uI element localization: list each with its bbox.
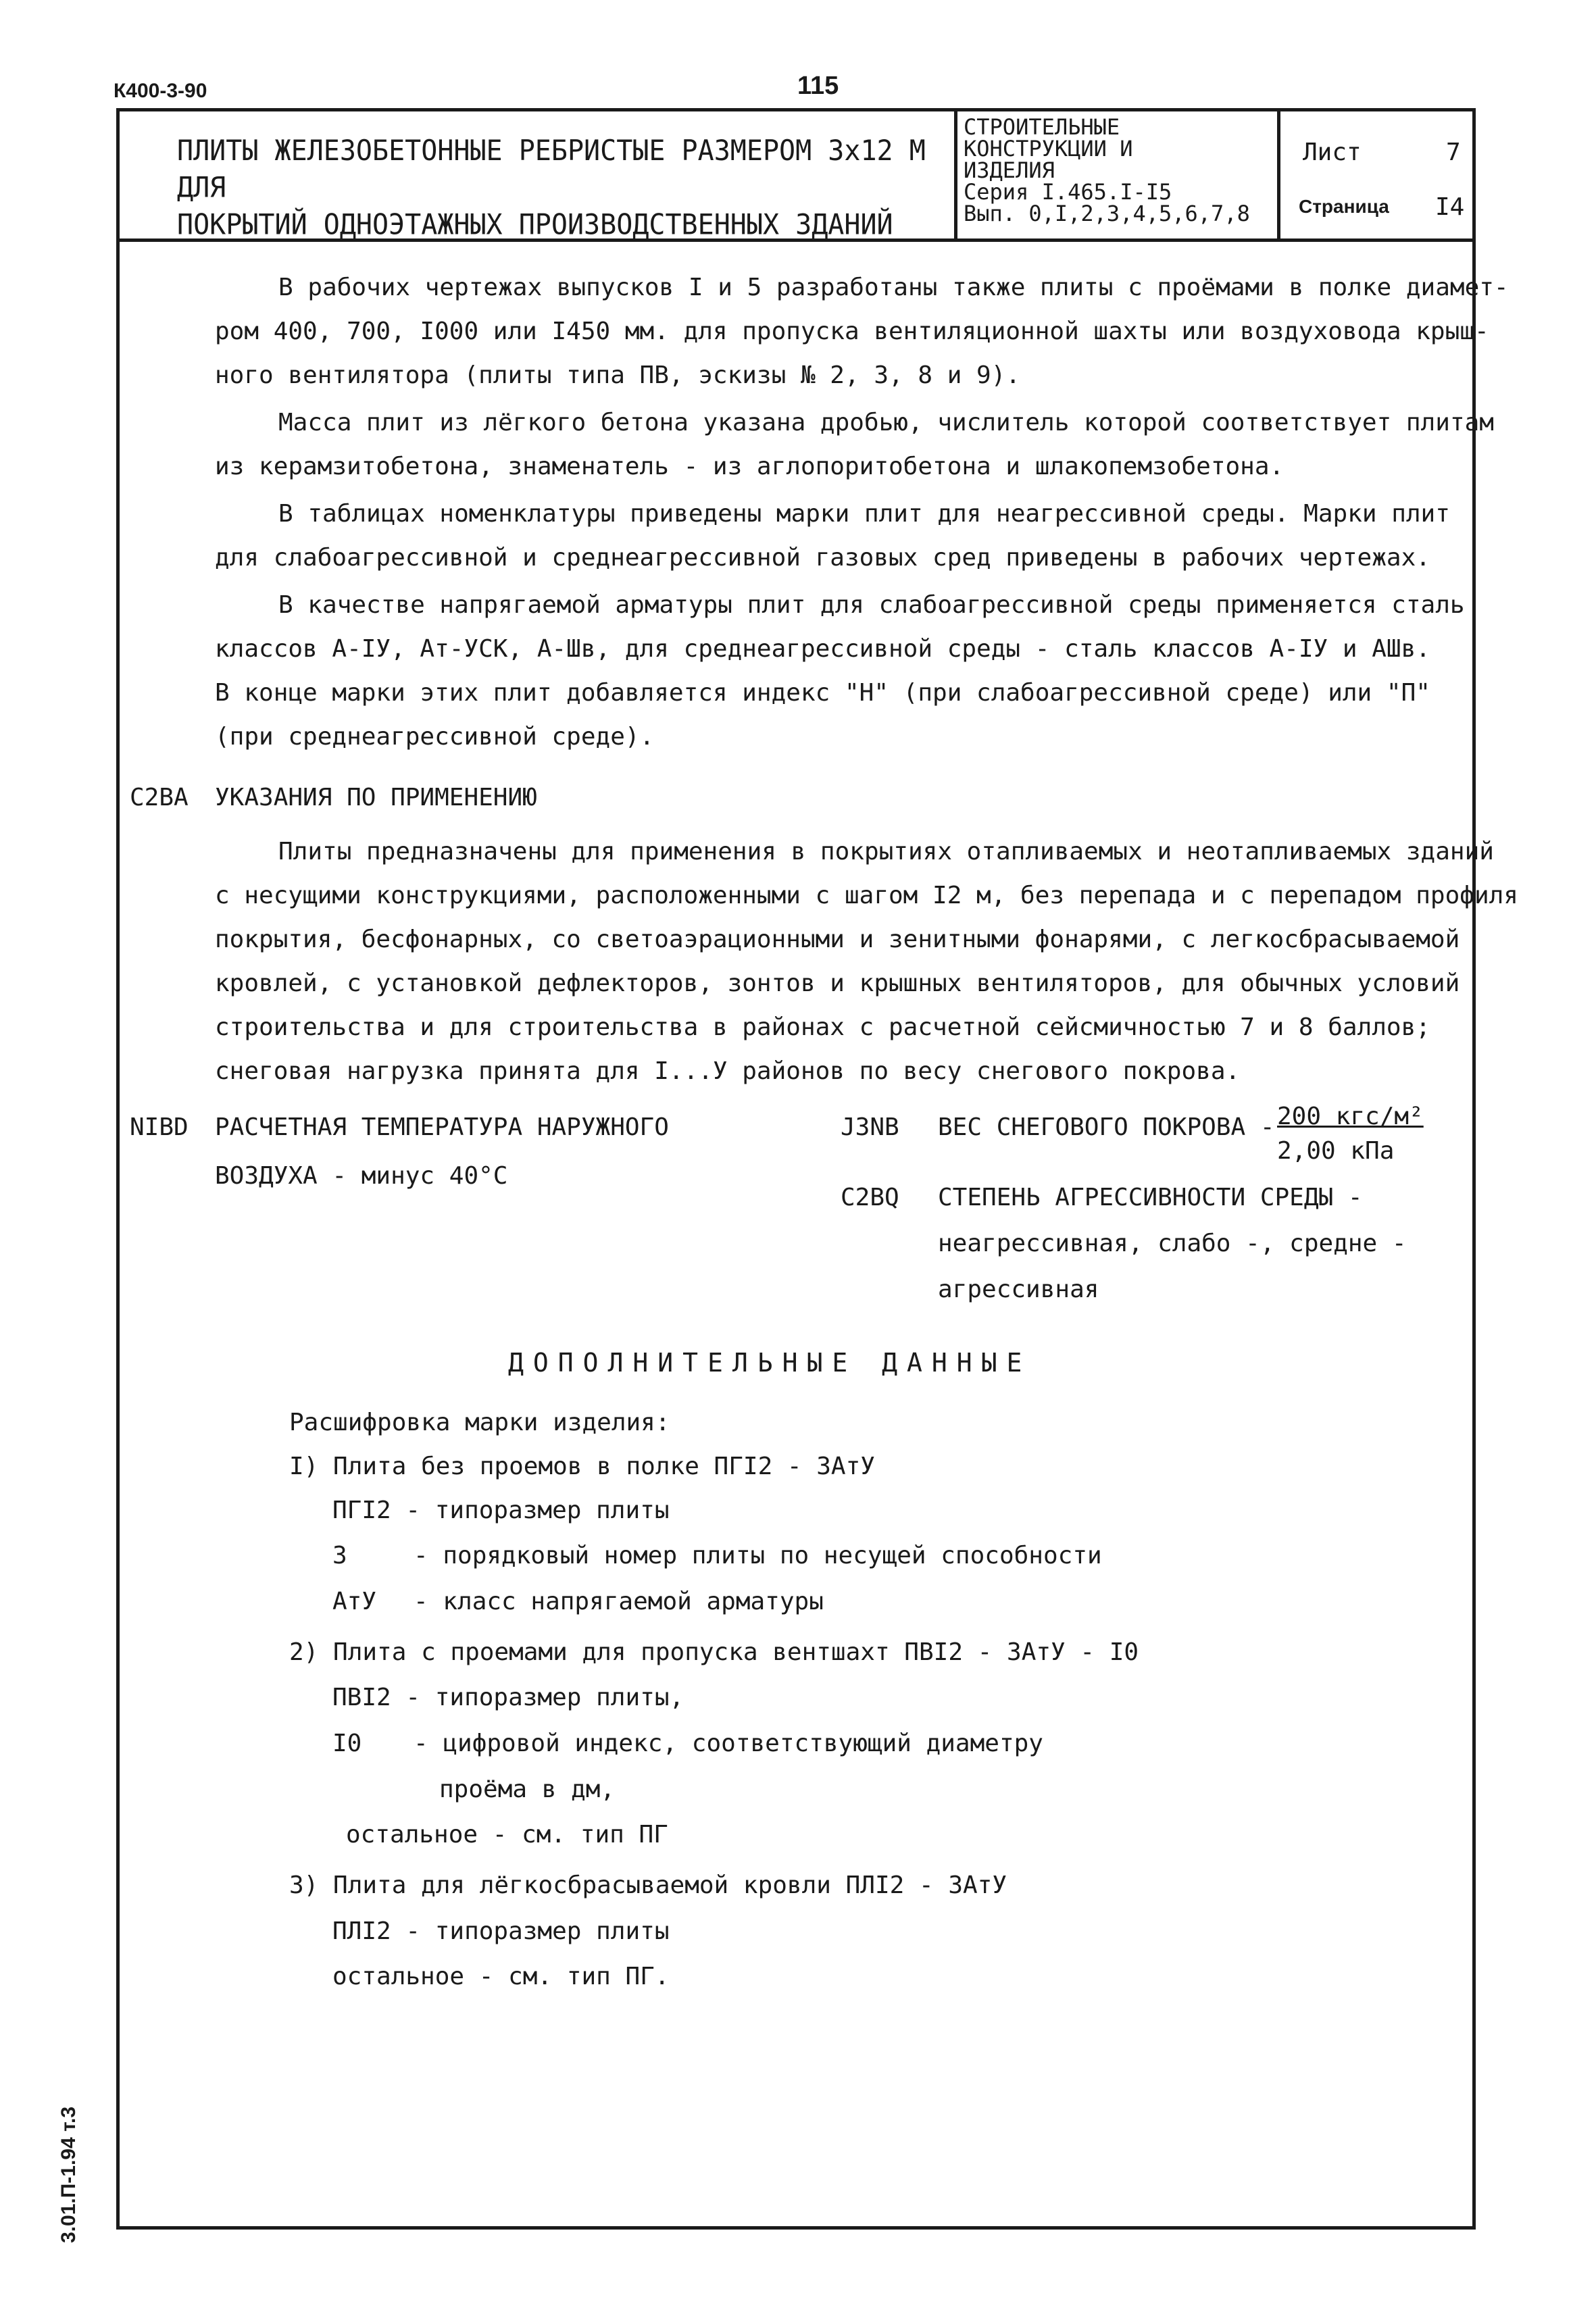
- section-code: С2ВА: [130, 784, 189, 811]
- marking-detail: остальное - см. тип ПГ.: [332, 1963, 670, 1990]
- page-label: Страница: [1299, 196, 1389, 217]
- marking-detail: ПГI2 - типоразмер плиты: [332, 1496, 670, 1524]
- snow-load-label: ВЕС СНЕГОВОГО ПОКРОВА -: [938, 1113, 1275, 1141]
- category-line: СТРОИТЕЛЬНЫЕ: [964, 114, 1120, 140]
- title-line: ПОКРЫТИЙ ОДНОЭТАЖНЫХ ПРОИЗВОДСТВЕННЫХ ЗДАНИЙ: [177, 208, 893, 241]
- series-info: [964, 116, 1274, 224]
- paragraph-line: строительства и для строительства в районах с расчетной сейсмичностью 7 и 8 баллов;: [215, 1013, 1430, 1041]
- marking-detail: - порядковый номер плиты по несущей способности: [414, 1542, 1102, 1569]
- category-line: ИЗДЕЛИЯ: [964, 157, 1055, 183]
- title-block-divider: [1277, 108, 1280, 242]
- additional-data-title: ДОПОЛНИТЕЛЬНЫЕ ДАННЫЕ: [508, 1348, 1032, 1378]
- series-number: Серия I.465.I-I5: [964, 179, 1172, 205]
- sheet-value: 7: [1446, 139, 1461, 166]
- marking-item: 2) Плита с проемами для пропуска вентшахт ПВI2 - 3АтУ - I0: [289, 1638, 1139, 1666]
- paragraph-line: для слабоагрессивной и среднеагрессивной газовых сред приведены в рабочих чертежах.: [215, 544, 1430, 572]
- marking-detail: - класс напрягаемой арматуры: [414, 1588, 824, 1615]
- section-title: УКАЗАНИЯ ПО ПРИМЕНЕНИЮ: [215, 784, 537, 811]
- paragraph-line: снеговая нагрузка принята для I...У районов по весу снегового покрова.: [215, 1057, 1241, 1085]
- param-code: J3NB: [841, 1113, 899, 1141]
- temperature-value: ВОЗДУХА - минус 40°С: [215, 1162, 508, 1190]
- marking-key: 3: [332, 1542, 347, 1569]
- marking-detail: ПВI2 - типоразмер плиты,: [332, 1684, 684, 1711]
- paragraph-line: покрытия, бесфонарных, со светоаэрационными и зенитными фонарями, с легкосбрасываемой: [215, 926, 1460, 953]
- param-code: NIBD: [130, 1113, 189, 1141]
- marking-item: I) Плита без проемов в полке ПГI2 - 3АтУ: [289, 1453, 875, 1480]
- paragraph-line: из керамзитобетона, знаменатель - из аглопоритобетона и шлакопемзобетона.: [215, 453, 1285, 480]
- paragraph-line: В конце марки этих плит добавляется индекс "Н" (при слабоагрессивной среде) или "П": [215, 679, 1430, 707]
- marking-key: I0: [332, 1730, 362, 1757]
- paragraph-line: (при среднеагрессивной среде).: [215, 723, 655, 751]
- aggressiveness-label: СТЕПЕНЬ АГРЕССИВНОСТИ СРЕДЫ -: [938, 1184, 1363, 1211]
- document-code: К400-3-90: [114, 80, 207, 102]
- aggressiveness-value: неагрессивная, слабо -, средне -: [938, 1230, 1407, 1257]
- snow-load-numerator: 200 кгс/м²: [1277, 1103, 1424, 1130]
- paragraph-line: классов А-IУ, Ат-УСК, А-Шв, для среднеагрессивной среды - сталь классов А-IУ и АШв.: [215, 635, 1430, 663]
- paragraph-line: В рабочих чертежах выпусков I и 5 разработаны также плиты с проёмами в полке диамет-: [278, 274, 1509, 301]
- paragraph-line: кровлей, с установкой дефлекторов, зонтов и крышных вентиляторов, для обычных условий: [215, 970, 1460, 997]
- paragraph-line: ром 400, 700, I000 или I450 мм. для пропуска вентиляционной шахты или воздуховода крыш-: [215, 318, 1489, 345]
- snow-load-denominator: 2,00 кПа: [1277, 1137, 1395, 1165]
- paragraph-line: ного вентилятора (плиты типа ПВ, эскизы № 2, 3, 8 и 9).: [215, 361, 1021, 389]
- issue-numbers: Вып. 0,I,2,3,4,5,6,7,8: [964, 201, 1250, 226]
- paragraph-line: В таблицах номенклатуры приведены марки плит для неагрессивной среды. Марки плит: [278, 500, 1450, 528]
- marking-detail: проёма в дм,: [439, 1776, 616, 1803]
- marking-detail: - цифровой индекс, соответствующий диаметру: [414, 1730, 1043, 1757]
- side-stamp-text: 3.01.П-1.94 т.3: [57, 2106, 80, 2243]
- paragraph-line: с несущими конструкциями, расположенными с шагом I2 м, без перепада и с перепадом профиля: [215, 882, 1518, 909]
- page-number: 115: [797, 72, 839, 100]
- paragraph-line: В качестве напрягаемой арматуры плит для слабоагрессивной среды применяется сталь: [278, 591, 1465, 619]
- title-line: ПЛИТЫ ЖЕЛЕЗОБЕТОННЫЕ РЕБРИСТЫЕ РАЗМЕРОМ 3х12 М ДЛЯ: [177, 134, 926, 205]
- aggressiveness-value: агрессивная: [938, 1276, 1099, 1303]
- marking-detail: остальное - см. тип ПГ: [346, 1821, 668, 1848]
- marking-key: АтУ: [332, 1588, 377, 1615]
- title-block-divider: [954, 108, 957, 242]
- page-value: I4: [1435, 193, 1465, 221]
- marking-intro: Расшифровка марки изделия:: [289, 1409, 670, 1436]
- marking-detail: ПЛI2 - типоразмер плиты: [332, 1917, 670, 1945]
- paragraph-line: Плиты предназначены для применения в покрытиях отапливаемых и неотапливаемых зданий: [278, 838, 1494, 865]
- marking-item: 3) Плита для лёгкосбрасываемой кровли ПЛI2 - 3АтУ: [289, 1871, 1007, 1899]
- param-code: С2ВQ: [841, 1184, 899, 1211]
- paragraph-line: Масса плит из лёгкого бетона указана дробью, числитель которой соответствует плитам: [278, 409, 1494, 436]
- document-title: [177, 132, 934, 243]
- sheet-label: Лист: [1303, 139, 1362, 166]
- temperature-label: РАСЧЕТНАЯ ТЕМПЕРАТУРА НАРУЖНОГО: [215, 1113, 669, 1141]
- category-line: КОНСТРУКЦИИ И: [964, 136, 1133, 161]
